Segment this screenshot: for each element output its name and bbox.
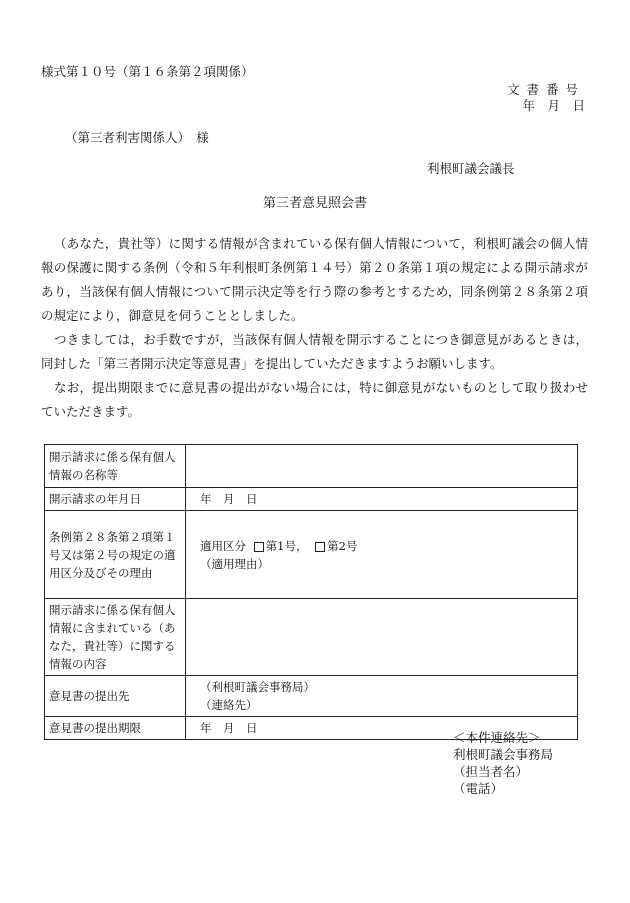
contact-office: 利根町議会事務局 — [453, 747, 554, 762]
name-label: 開示請求に係る保有個人情報の名称等 — [45, 445, 186, 488]
table-row — [45, 599, 578, 676]
contact-heading: ＜本件連絡先＞ — [453, 730, 541, 745]
request-date-label: 開示請求の年月日 — [45, 488, 186, 511]
contact-person: （担当者名） — [453, 764, 529, 779]
contact-phone: （電話） — [453, 781, 504, 796]
table-row — [45, 445, 578, 488]
sender: 利根町議会議長 — [427, 161, 515, 176]
body-paragraph-3: なお，提出期限までに意見書の提出がない場合には，特に御意見がないものとして取り扱わせていただきます。 — [41, 380, 588, 419]
category-reason: （適用理由） — [200, 556, 269, 571]
checkbox-option-1[interactable] — [254, 542, 264, 552]
table-row — [45, 676, 578, 717]
table-row — [45, 488, 578, 511]
content-value — [186, 599, 578, 676]
document-number: 文書番号 — [506, 82, 585, 97]
document-title: 第三者意見照会書 — [262, 196, 367, 211]
destination-value — [186, 676, 578, 717]
contact-block — [453, 729, 553, 797]
category-value — [186, 511, 578, 599]
category-option-1-label: 第1号， — [265, 538, 308, 553]
destination-label: 意見書の提出先 — [45, 676, 186, 717]
name-value — [186, 445, 578, 488]
destination-office: （利根町議会事務局） — [200, 680, 315, 694]
body-paragraph-1: （あなた，貴社等）に関する情報が含まれている保有個人情報について，利根町議会の個人情報の保護に関する条例（令和５年利根町条例第１４号）第２０条第１項の規定による開示請求があり，当該保有個人情報について開示決定等を行う際の参考とするため，同条例第２８条第２項の規定により，御意見を伺うこととしました。 — [41, 236, 588, 323]
document-date: 年 月 日 — [522, 98, 585, 113]
deadline-value: 年 月 日 — [186, 717, 578, 740]
destination-contact: （連絡先） — [200, 698, 258, 712]
request-date-value: 年 月 日 — [186, 488, 578, 511]
form-number: 様式第１０号（第１６条第２項関係） — [41, 64, 254, 79]
body-paragraph-2: つきましては，お手数ですが，当該保有個人情報を開示することにつき御意見があるときは，同封した「第三者開示決定等意見書」を提出していただきますようお願いします。 — [41, 332, 588, 371]
category-label: 条例第２８条第２項第１号又は第２号の規定の適用区分及びその理由 — [45, 511, 186, 599]
content-label: 開示請求に係る保有個人情報に含まれている（あなた，貴社等）に関する情報の内容 — [45, 599, 186, 676]
category-option-2-label: 第2号 — [327, 538, 358, 553]
checkbox-option-2[interactable] — [315, 542, 325, 552]
table-row — [45, 511, 578, 599]
info-table — [44, 444, 578, 740]
recipient: （第三者利害関係人） 様 — [65, 130, 209, 145]
category-options — [200, 537, 573, 555]
category-prefix: 適用区分 — [200, 538, 246, 553]
deadline-label: 意見書の提出期限 — [45, 717, 186, 740]
